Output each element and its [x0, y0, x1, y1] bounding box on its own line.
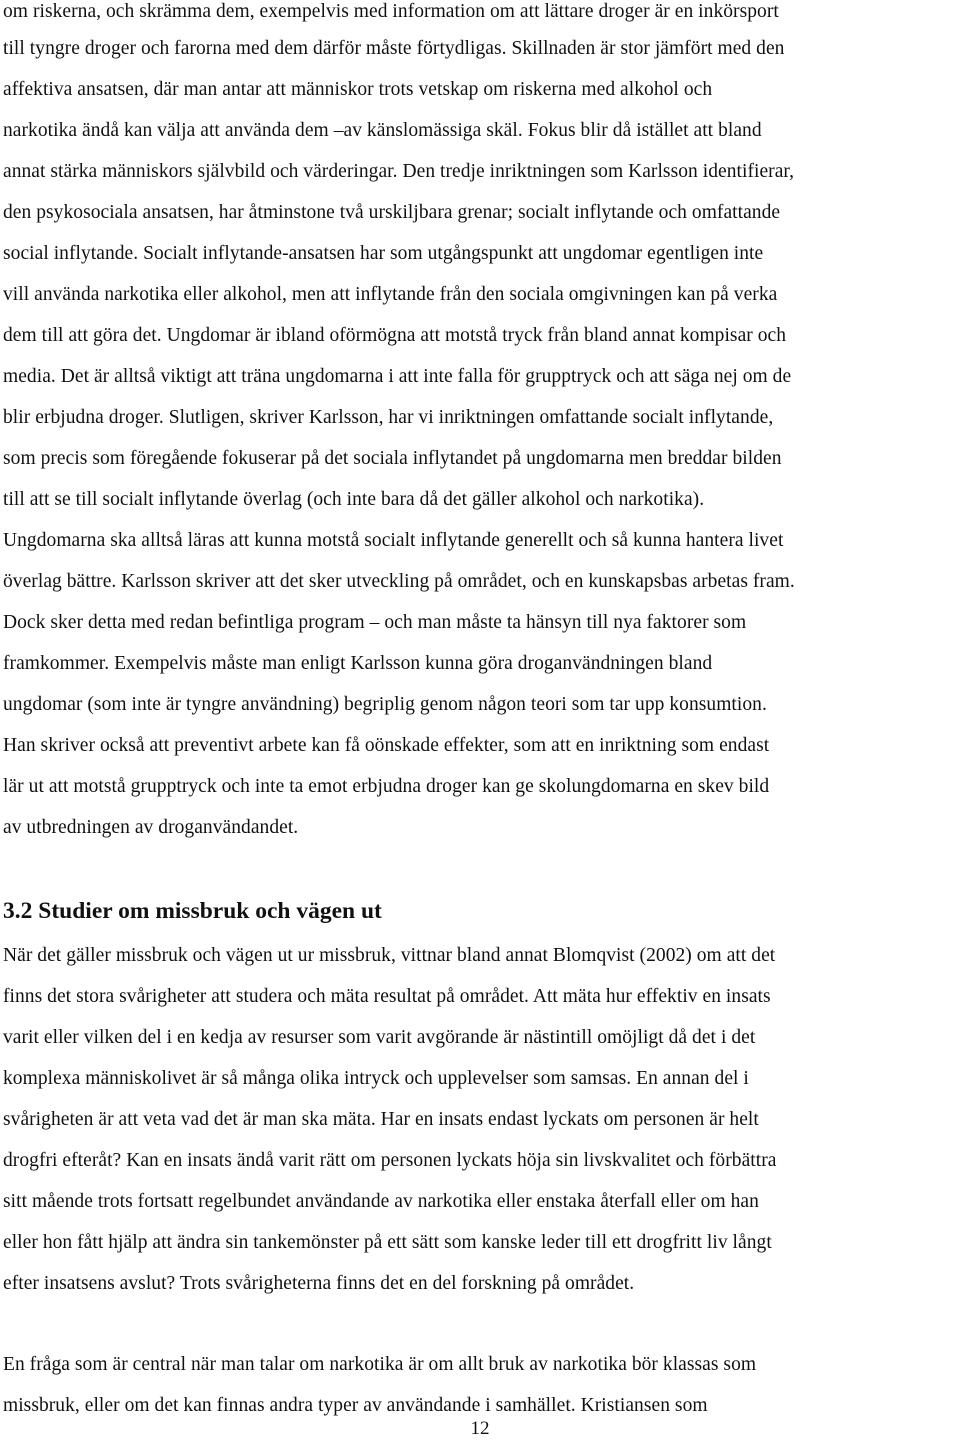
text-line: som precis som föregående fokuserar på det sociala inflytandet på ungdomarna men breddar bilden	[3, 448, 782, 469]
text-line: svårigheten är att veta vad det är man ska mäta. Har en insats endast lyckats om personen är helt	[3, 1109, 759, 1130]
text-line: blir erbjudna droger. Slutligen, skriver Karlsson, har vi inriktningen omfattande socialt inflytande,	[3, 407, 774, 428]
text-line: vill använda narkotika eller alkohol, men att inflytande från den sociala omgivningen kan på verka	[3, 284, 778, 305]
text-line: lär ut att motstå grupptryck och inte ta emot erbjudna droger kan ge skolungdomarna en skev bild	[3, 776, 770, 797]
text-line: varit eller vilken del i en kedja av resurser som varit avgörande är nästintill omöjligt då det i det	[3, 1027, 756, 1048]
section-heading: 3.2 Studier om missbruk och vägen ut	[3, 898, 382, 924]
text-line: Dock sker detta med redan befintliga program – och man måste ta hänsyn till nya faktorer som	[3, 612, 747, 633]
text-line: sitt mående trots fortsatt regelbundet användande av narkotika eller enstaka återfall eller om han	[3, 1191, 759, 1212]
text-line: finns det stora svårigheter att studera och mäta resultat på området. Att mäta hur effektiv en insats	[3, 986, 771, 1007]
page-number: 12	[470, 1418, 490, 1439]
text-line: av utbredningen av droganvändandet.	[3, 817, 299, 838]
text-line: annat stärka människors självbild och värderingar. Den tredje inriktningen som Karlsson identifierar,	[3, 161, 795, 182]
text-line: eller hon fått hjälp att ändra sin tankemönster på ett sätt som kanske leder till ett drogfritt liv långt	[3, 1232, 772, 1253]
text-line: Ungdomarna ska alltså läras att kunna motstå socialt inflytande generellt och så kunna hantera livet	[3, 530, 784, 551]
text-line: missbruk, eller om det kan finnas andra typer av användande i samhället. Kristiansen som	[3, 1395, 708, 1416]
text-line: narkotika ändå kan välja att använda dem –av känslomässiga skäl. Fokus blir då istället att bland	[3, 120, 762, 141]
text-line: När det gäller missbruk och vägen ut ur missbruk, vittnar bland annat Blomqvist (2002) om att det	[3, 945, 776, 966]
text-line: drogfri efteråt? Kan en insats ändå varit rätt om personen lyckats höja sin livskvalitet och förbättra	[3, 1150, 777, 1171]
text-line: till att se till socialt inflytande överlag (och inte bara då det gäller alkohol och narkotika).	[3, 489, 705, 510]
text-line: den psykosociala ansatsen, har åtminstone två urskiljbara grenar; socialt inflytande och omfattande	[3, 202, 781, 223]
text-line: överlag bättre. Karlsson skriver att det sker utveckling på området, och en kunskapsbas arbetas fram.	[3, 571, 795, 592]
text-line: till tyngre droger och farorna med dem därför måste förtydligas. Skillnaden är stor jämfört med den	[3, 38, 785, 59]
text-line: komplexa människolivet är så många olika intryck och upplevelser som samsas. En annan del i	[3, 1068, 749, 1089]
text-line: efter insatsens avslut? Trots svårigheterna finns det en del forskning på området.	[3, 1273, 635, 1294]
text-line: dem till att göra det. Ungdomar är ibland oförmögna att motstå tryck från bland annat kompisar och	[3, 325, 787, 346]
text-line: framkommer. Exempelvis måste man enligt Karlsson kunna göra droganvändningen bland	[3, 653, 713, 674]
text-line: social inflytande. Socialt inflytande-ansatsen har som utgångspunkt att ungdomar egentligen inte	[3, 243, 764, 264]
text-line: ungdomar (som inte är tyngre användning) begriplig genom någon teori som tar upp konsumtion.	[3, 694, 767, 715]
text-line: media. Det är alltså viktigt att träna ungdomarna i att inte falla för grupptryck och att säga nej om de	[3, 366, 792, 387]
text-line: om riskerna, och skrämma dem, exempelvis med information om att lättare droger är en inkörsport	[3, 1, 779, 22]
text-line: Han skriver också att preventivt arbete kan få oönskade effekter, som att en inriktning som endast	[3, 735, 770, 756]
text-line: En fråga som är central när man talar om narkotika är om allt bruk av narkotika bör klassas som	[3, 1354, 757, 1375]
text-line: affektiva ansatsen, där man antar att människor trots vetskap om riskerna med alkohol och	[3, 79, 713, 100]
